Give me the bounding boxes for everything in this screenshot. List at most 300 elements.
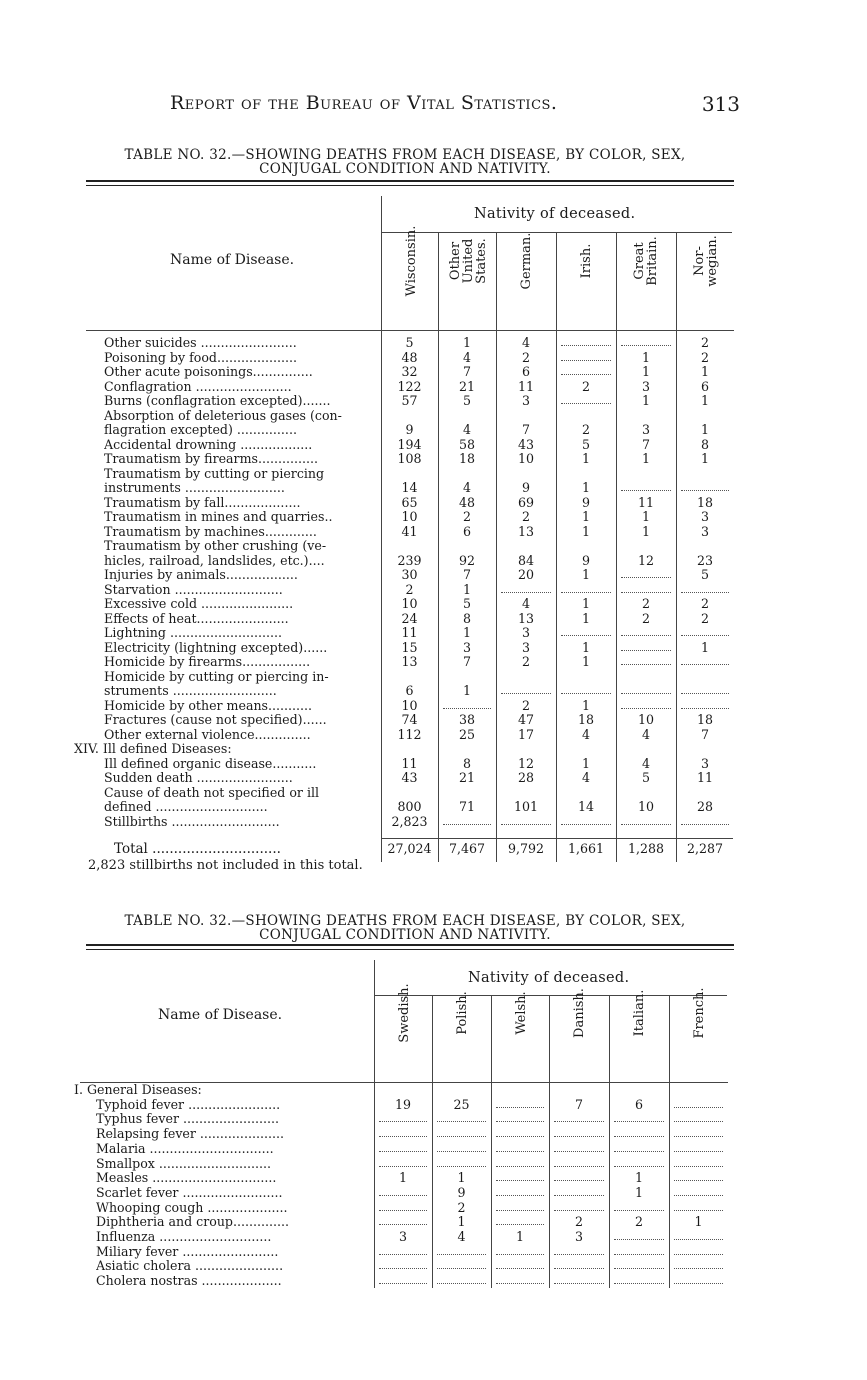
table1-cell: 5: [462, 393, 471, 408]
table1-empty-cell-leader: [501, 815, 551, 825]
table1-empty-cell-leader: [501, 684, 551, 694]
table1-row-label: Homicide by other means...........: [104, 698, 313, 713]
table2-empty-cell-leader: [554, 1171, 604, 1181]
table2-empty-cell-leader: [437, 1127, 486, 1137]
table1-cell: 84: [517, 552, 535, 568]
table1-cell: 57: [401, 393, 418, 408]
table2-empty-cell-leader: [614, 1142, 664, 1152]
table1-row-label: Accidental drowning ..................: [104, 437, 313, 452]
table1-row: [0, 394, 867, 408]
table2-row-label: Whooping cough ....................: [96, 1200, 288, 1215]
table1-cell: 13: [517, 523, 535, 539]
table2-empty-cell-leader: [674, 1245, 723, 1255]
table1-cell: 4: [462, 422, 471, 437]
table2-empty-cell-leader: [674, 1201, 723, 1211]
table2-empty-cell-leader: [674, 1112, 723, 1122]
table1-row-label: Other suicides ........................: [104, 336, 297, 350]
table2-empty-cell-leader: [674, 1142, 723, 1152]
table1-cell: 10: [401, 697, 418, 713]
table1-row: [0, 438, 867, 452]
table1-cell: 11: [696, 770, 714, 785]
table1-name-header: Name of Disease.: [170, 252, 295, 268]
table2-cell: 2: [457, 1199, 466, 1215]
table1-row: [0, 583, 867, 597]
table1-empty-cell-leader: [621, 815, 671, 825]
table1-cell: 5: [405, 335, 414, 350]
table1-row-label: hicles, railroad, landslides, etc.)....: [104, 553, 325, 568]
table1-row-label: Excessive cold .......................: [104, 597, 294, 611]
table2-row: [0, 1230, 867, 1244]
table2-empty-cell-leader: [496, 1157, 544, 1167]
table1-row-label: XIV. Ill defined Diseases:: [74, 742, 232, 756]
table1-empty-cell-leader: [443, 815, 491, 825]
table1-cell: 9: [521, 480, 530, 495]
table2-empty-cell-leader: [614, 1230, 664, 1240]
table1-empty-cell-leader: [681, 481, 729, 491]
table1-cell: 1: [700, 422, 709, 437]
table1-empty-cell-leader: [561, 815, 611, 825]
table2-cell: 7: [574, 1096, 583, 1112]
table1-cell: 10: [401, 596, 418, 611]
table2-row-label: Diphtheria and croup..............: [96, 1215, 290, 1230]
table2-row: [0, 1215, 867, 1229]
table1-cell: 3: [700, 509, 709, 524]
table1-cell: 48: [401, 349, 418, 365]
table1-cell: 48: [458, 494, 476, 510]
table1-empty-cell-leader: [621, 583, 671, 593]
page-number: 313: [701, 92, 740, 116]
table2-empty-cell-leader: [496, 1112, 544, 1122]
table1-row: [0, 336, 867, 350]
table2-empty-cell-leader: [554, 1157, 604, 1167]
table1-row-label: Homicide by cutting or piercing in-: [104, 669, 329, 684]
table1-cell: 43: [401, 770, 418, 785]
table1-caption-line2: CONJUGAL CONDITION AND NATIVITY.: [259, 161, 551, 177]
table2-empty-cell-leader: [379, 1127, 427, 1137]
table1-cell: 3: [521, 393, 530, 408]
table2-empty-cell-leader: [554, 1201, 604, 1211]
table1-row: [0, 365, 867, 379]
running-head-title: Report of the Bureau of Vital Statistics.: [170, 92, 558, 114]
table1-row-label: Conflagration ........................: [104, 379, 292, 394]
table1-cell: 1: [581, 567, 590, 582]
table1-cell: 14: [577, 799, 595, 814]
table2-row: [0, 1112, 867, 1126]
table1-cell: 6: [700, 378, 709, 394]
table2-empty-cell-leader: [554, 1112, 604, 1122]
table1-empty-cell-leader: [621, 699, 671, 709]
table1-row: [0, 626, 867, 640]
table1-cell: 43: [517, 436, 535, 452]
table2-empty-cell-leader: [379, 1112, 427, 1122]
table1-cell: 2: [581, 378, 590, 394]
table2-empty-cell-leader: [554, 1245, 604, 1255]
table1-empty-cell-leader: [621, 568, 671, 578]
table1-cell: 1: [581, 596, 590, 611]
table2-cell: 9: [457, 1184, 466, 1200]
table2-empty-cell-leader: [379, 1186, 427, 1196]
table1-cell: 14: [401, 480, 418, 495]
table2-empty-cell-leader: [614, 1112, 664, 1122]
table1-empty-cell-leader: [681, 583, 729, 593]
table1-cell: 7: [462, 364, 471, 379]
table2-empty-cell-leader: [437, 1274, 486, 1284]
table1-header-rule: [86, 330, 734, 331]
table1-row-label: instruments .........................: [104, 481, 285, 495]
table1-row: [0, 786, 867, 800]
table1-cell: 1: [700, 639, 709, 655]
table1-row: [0, 525, 867, 539]
table2-empty-cell-leader: [379, 1157, 427, 1167]
table1-cell: 6: [521, 364, 530, 379]
table1-total-cell: 1,661: [567, 841, 605, 856]
table1-cell: 1: [581, 523, 590, 539]
table1-total-cell: 1,288: [627, 841, 665, 856]
table1-cell: 1: [641, 393, 650, 408]
table1-total-rule: [381, 838, 733, 839]
table2-empty-cell-leader: [379, 1142, 427, 1152]
table1-total-cell: 9,792: [507, 841, 545, 856]
table2-column-header: Danish.: [571, 988, 587, 1038]
table2-row: [0, 1127, 867, 1141]
table1-cell: 9: [581, 494, 590, 510]
table1-cell: 5: [581, 436, 590, 452]
table2-empty-cell-leader: [554, 1259, 604, 1269]
table1-cell: 4: [521, 335, 530, 350]
table1-column-header: Great Britain.: [632, 236, 660, 286]
table2-row-label: Cholera nostras ....................: [96, 1274, 282, 1289]
table1-cell: 15: [401, 639, 418, 655]
table2-row-label: Typhus fever ........................: [96, 1112, 280, 1127]
table1-cell: 2,823: [391, 813, 428, 829]
table1-cell: 3: [462, 639, 471, 655]
table1-cell: 4: [581, 770, 590, 785]
table1-row: [0, 815, 867, 829]
table1-total-cell: 2,287: [686, 841, 724, 856]
table1-cell: 21: [458, 770, 476, 785]
table1-cell: 11: [401, 625, 418, 640]
table2-cell: 1: [634, 1184, 643, 1200]
table1-cell: 1: [581, 639, 590, 655]
table1-cell: 4: [641, 726, 650, 742]
table1-cell: 2: [700, 596, 709, 611]
table1-cell: 6: [462, 523, 471, 539]
table1-cell: 1: [581, 697, 590, 713]
table1-cell: 2: [700, 335, 709, 350]
table2-empty-cell-leader: [674, 1171, 723, 1181]
table1-nativity-header: Nativity of deceased.: [474, 206, 636, 222]
table1-cell: 239: [397, 552, 422, 568]
table2-empty-cell-leader: [674, 1098, 723, 1108]
table1-cell: 2: [521, 654, 530, 669]
table1-cell: 4: [462, 349, 471, 365]
table2-row: [0, 1186, 867, 1200]
table1-cell: 2: [462, 509, 471, 524]
table1-row: [0, 481, 867, 495]
table2-cell: 1: [515, 1229, 524, 1244]
table1-cell: 25: [458, 726, 476, 742]
table1-row-label: defined ............................: [104, 800, 268, 814]
table1-cell: 20: [517, 567, 535, 582]
table1-row-label: struments ..........................: [104, 684, 277, 698]
table1-empty-cell-leader: [501, 583, 551, 593]
table1-cell: 3: [521, 639, 530, 655]
table1-row-label: Poisoning by food....................: [104, 350, 298, 365]
table2-row: [0, 1098, 867, 1112]
table1-row: [0, 597, 867, 611]
table1-row: [0, 699, 867, 713]
table2-empty-cell-leader: [554, 1274, 604, 1284]
table1-row: [0, 452, 867, 466]
table2-caption-line2: CONJUGAL CONDITION AND NATIVITY.: [259, 927, 551, 943]
table1-row: [0, 670, 867, 684]
table2-empty-cell-leader: [496, 1215, 544, 1225]
table2-row-label: I. General Diseases:: [74, 1083, 202, 1097]
table1-cell: 1: [641, 523, 650, 539]
table1-cell: 38: [458, 712, 476, 727]
table1-cell: 4: [581, 726, 590, 742]
table2-empty-cell-leader: [674, 1186, 723, 1196]
table1-empty-cell-leader: [681, 655, 729, 665]
table2-row: [0, 1274, 867, 1288]
table2-empty-cell-leader: [496, 1127, 544, 1137]
table1-cell: 122: [397, 378, 422, 394]
table1-cell: 1: [700, 393, 709, 408]
table2-empty-cell-leader: [674, 1157, 723, 1167]
table1-cell: 2: [521, 349, 530, 365]
table1-row-label: Injuries by animals..................: [104, 568, 298, 582]
table1-row: [0, 423, 867, 437]
table1-row-label: Fractures (cause not specified)......: [104, 713, 327, 727]
table1-column-header: Wisconsin.: [403, 225, 419, 297]
table2-name-header: Name of Disease.: [158, 1007, 283, 1023]
table2-cell: 2: [634, 1214, 643, 1230]
table1-cell: 1: [581, 755, 590, 771]
table1-cell: 2: [521, 697, 530, 713]
table2-cell: 6: [634, 1096, 643, 1112]
table2-column-header: French.: [691, 987, 707, 1039]
table1-cell: 7: [521, 422, 530, 437]
table1-cell: 1: [700, 451, 709, 466]
table2-row-label: Measles ...............................: [96, 1171, 277, 1186]
table1-cell: 112: [397, 726, 422, 742]
table1-cell: 5: [700, 567, 709, 582]
table1-cell: 10: [401, 509, 418, 524]
table1-cell: 12: [637, 552, 655, 568]
table1-cell: 1: [581, 610, 590, 626]
table1-row: [0, 568, 867, 582]
table1-empty-cell-leader: [621, 626, 671, 636]
table1-cell: 18: [577, 712, 595, 727]
table2-row-label: Typhoid fever .......................: [96, 1097, 281, 1112]
table2-empty-cell-leader: [554, 1127, 604, 1137]
table1-row: [0, 554, 867, 568]
table2-nativity-header: Nativity of deceased.: [468, 970, 630, 986]
table2-column-header: Welsh.: [513, 991, 529, 1035]
table1-row: [0, 800, 867, 814]
table2-cell: 2: [574, 1214, 583, 1230]
table1-cell: 1: [462, 625, 471, 640]
table1-row-label: Lightning ............................: [104, 626, 283, 640]
table2-empty-cell-leader: [496, 1186, 544, 1196]
table2-empty-cell-leader: [614, 1157, 664, 1167]
table2-empty-cell-leader: [496, 1201, 544, 1211]
table2-row-label: Influenza ............................: [96, 1230, 272, 1244]
table1-row: [0, 684, 867, 698]
table1-row: [0, 351, 867, 365]
table1-cell: 8: [462, 755, 471, 771]
table1-row: [0, 655, 867, 669]
table2-row: [0, 1201, 867, 1215]
table1-cell: 30: [401, 567, 418, 582]
table1-footnote: 2,823 stillbirths not included in this total.: [88, 858, 363, 873]
table1-row-label: Ill defined organic disease...........: [104, 756, 317, 771]
table1-row-label: Cause of death not specified or ill: [104, 785, 320, 800]
table2-empty-cell-leader: [614, 1245, 664, 1255]
table1-row: [0, 409, 867, 423]
table1-row-label: Stillbirths ...........................: [104, 814, 280, 829]
table1-cell: 12: [517, 755, 535, 771]
table1-empty-cell-leader: [621, 641, 671, 651]
table1-cell: 18: [458, 451, 476, 466]
table1-row: [0, 380, 867, 394]
table1-cell: 1: [641, 451, 650, 466]
table1-cell: 2: [700, 349, 709, 365]
table2-row-label: Miliary fever ........................: [96, 1244, 279, 1259]
table2-empty-cell-leader: [674, 1230, 723, 1240]
table2-column-header: Polish.: [454, 991, 470, 1035]
table1-row: [0, 742, 867, 756]
table1-cell: 10: [637, 799, 655, 814]
table2-empty-cell-leader: [496, 1171, 544, 1181]
table2-empty-cell-leader: [496, 1142, 544, 1152]
table1-cell: 18: [696, 494, 714, 510]
table1-cell: 1: [641, 364, 650, 379]
table1-row-label: Traumatism by machines.............: [104, 524, 317, 539]
table1-cell: 17: [517, 726, 535, 742]
running-head: [170, 92, 740, 122]
table1-cell: 194: [397, 436, 422, 452]
table1-row: [0, 496, 867, 510]
table1-column-header: Other United States.: [447, 238, 489, 284]
table1-cell: 41: [401, 523, 418, 539]
table2-empty-cell-leader: [554, 1142, 604, 1152]
table1-cell: 58: [458, 436, 476, 452]
table1-cell: 2: [581, 422, 590, 437]
table1-cell: 10: [637, 712, 655, 727]
table1-cell: 13: [401, 654, 418, 669]
table1-total-row: [0, 842, 867, 856]
table1-row-label: Effects of heat.......................: [104, 611, 289, 626]
table1-row: [0, 771, 867, 785]
table2-empty-cell-leader: [674, 1259, 723, 1269]
table1-cell: 74: [401, 712, 418, 727]
table2-row: [0, 1245, 867, 1259]
table1-empty-cell-leader: [621, 481, 671, 491]
table2-empty-cell-leader: [437, 1112, 486, 1122]
table2-empty-cell-leader: [496, 1259, 544, 1269]
table1-cell: 10: [517, 451, 535, 466]
table1-cell: 1: [581, 654, 590, 669]
table1-empty-cell-leader: [621, 684, 671, 694]
table1-cell: 3: [521, 625, 530, 640]
table1-top-rule: [86, 180, 734, 186]
table1-cell: 7: [641, 436, 650, 452]
table1-empty-cell-leader: [681, 699, 729, 709]
table2-cell: 1: [457, 1214, 466, 1230]
table2-row: [0, 1142, 867, 1156]
table1-cell: 1: [641, 509, 650, 524]
table1-cell: 800: [397, 799, 422, 814]
table2-row-label: Scarlet fever .........................: [96, 1185, 283, 1200]
table1-cell: 18: [696, 712, 714, 727]
table1-row-label: Homicide by firearms.................: [104, 655, 311, 669]
table1-cell: 8: [462, 610, 471, 626]
table1-cell: 1: [581, 509, 590, 524]
table1-empty-cell-leader: [561, 394, 611, 404]
table1-cell: 71: [458, 799, 476, 814]
table1-cell: 1: [462, 683, 471, 698]
table1-cell: 1: [581, 451, 590, 466]
table2-row: [0, 1157, 867, 1171]
table1-cell: 5: [641, 770, 650, 785]
table2-empty-cell-leader: [437, 1245, 486, 1255]
table1-cell: 2: [641, 596, 650, 611]
table1-total-cell: 27,024: [387, 841, 432, 856]
table2-empty-cell-leader: [614, 1259, 664, 1269]
table1-row: [0, 757, 867, 771]
table1-cell: 1: [462, 335, 471, 350]
table1-cell: 92: [458, 552, 476, 568]
table1-cell: 3: [641, 422, 650, 437]
table2-cell: 4: [457, 1229, 466, 1244]
table2-empty-cell-leader: [379, 1274, 427, 1284]
table1-row: [0, 612, 867, 626]
table1-cell: 8: [700, 436, 709, 452]
table1-row-label: Other external violence..............: [104, 727, 311, 742]
table2-empty-cell-leader: [496, 1098, 544, 1108]
table1-row: [0, 510, 867, 524]
table1-row-label: Traumatism by cutting or piercing: [104, 466, 325, 481]
table1-cell: 11: [517, 378, 535, 394]
table2-empty-cell-leader: [496, 1274, 544, 1284]
table1-cell: 2: [700, 610, 709, 626]
table2-empty-cell-leader: [554, 1186, 604, 1196]
table2-empty-cell-leader: [437, 1259, 486, 1269]
table1-cell: 1: [462, 581, 471, 597]
table1-row: [0, 467, 867, 481]
table1-cell: 65: [401, 494, 418, 510]
table1-cell: 21: [458, 378, 476, 394]
table2-empty-cell-leader: [496, 1245, 544, 1255]
table2-cell: 1: [694, 1214, 703, 1230]
table1-row-label: Traumatism in mines and quarries..: [104, 510, 333, 524]
table1-row-label: Traumatism by fall...................: [104, 495, 301, 510]
table2-empty-cell-leader: [379, 1215, 427, 1225]
table2-empty-cell-leader: [614, 1127, 664, 1137]
table1-row-label: flagration excepted) ...............: [104, 423, 297, 437]
table1-column-header: Irish.: [578, 243, 594, 279]
table2-row: [0, 1083, 867, 1097]
table2-row-label: Asiatic cholera ......................: [96, 1259, 284, 1274]
table1-cell: 108: [397, 451, 422, 466]
table1-empty-cell-leader: [681, 815, 729, 825]
table1-row-label: Other acute poisonings...............: [104, 365, 313, 379]
table1-empty-cell-leader: [681, 684, 729, 694]
table1-cell: 11: [637, 494, 655, 510]
table2-row: [0, 1171, 867, 1185]
table1-empty-cell-leader: [621, 655, 671, 665]
